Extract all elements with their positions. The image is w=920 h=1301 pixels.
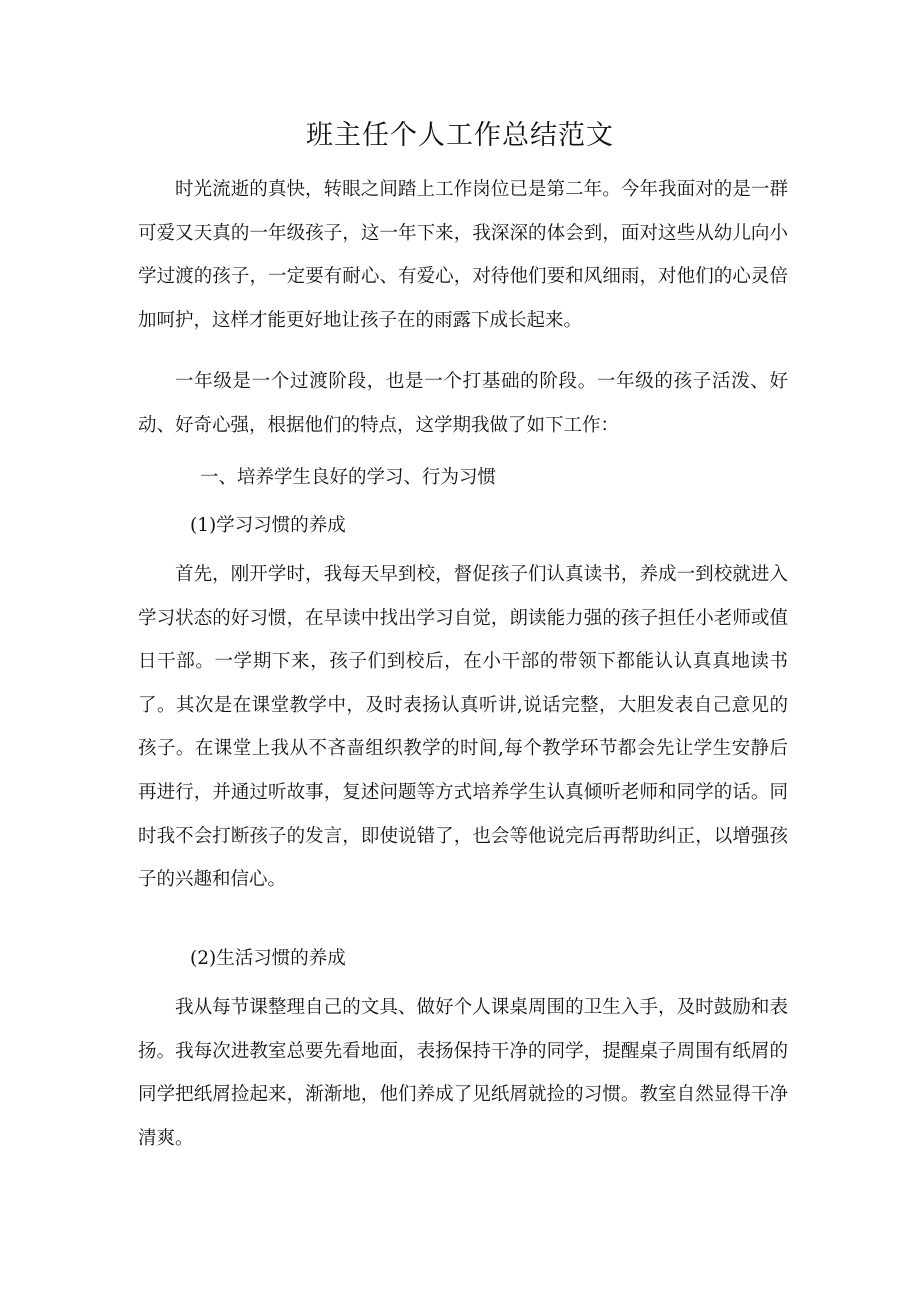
paragraph-life-habits: 我从每节课整理自己的文具、做好个人课桌周围的卫生入手，及时鼓励和表扬。我每次进教室总要先看地面，表扬保持干净的同学，提醒桌子周围有纸屑的同学把纸屑捡起来，渐渐地，他们养成了见纸屑就捡的习惯。教室自然显得干净清爽。	[138, 997, 788, 1149]
subsection-heading-study-habits: (1)学习习惯的养成	[190, 515, 346, 536]
document-title: 班主任个人工作总结范文	[306, 120, 614, 151]
paragraph-intro: 时光流逝的真快，转眼之间踏上工作岗位已是第二年。今年我面对的是一群可爱又天真的一年级孩子，这一年下来，我深深的体会到，面对这些从幼儿向小学过渡的孩子，一定要有耐心、有爱心，对待他们要和风细雨，对他们的心灵倍加呵护，这样才能更好地让孩子在的雨露下成长起来。	[138, 179, 788, 331]
paragraph-study-habits: 首先，刚开学时，我每天早到校，督促孩子们认真读书，养成一到校就进入学习状态的好习惯，在早读中找出学习自觉，朗读能力强的孩子担任小老师或值日干部。一学期下来，孩子们到校后，在小干部的带领下都能认认真真地读书了。其次是在课堂教学中，及时表扬认真听讲,说话完整，大胆发表自己意见的孩子。在课堂上我从不吝啬组织教学的时间,每个教学环节都会先让学生安静后再进行，并通过听故事，复述问题等方式培养学生认真倾听老师和同学的话。同时我不会打断孩子的发言，即使说错了，也会等他说完后再帮助纠正，以增强孩子的兴趣和信心。	[138, 564, 788, 891]
paragraph-stage: 一年级是一个过渡阶段，也是一个打基础的阶段。一年级的孩子活泼、好动、好奇心强，根据他们的特点，这学期我做了如下工作：	[138, 371, 788, 436]
section-heading-habits: 一、培养学生良好的学习、行为习惯	[200, 467, 497, 488]
subsection-heading-life-habits: (2)生活习惯的养成	[190, 948, 346, 969]
